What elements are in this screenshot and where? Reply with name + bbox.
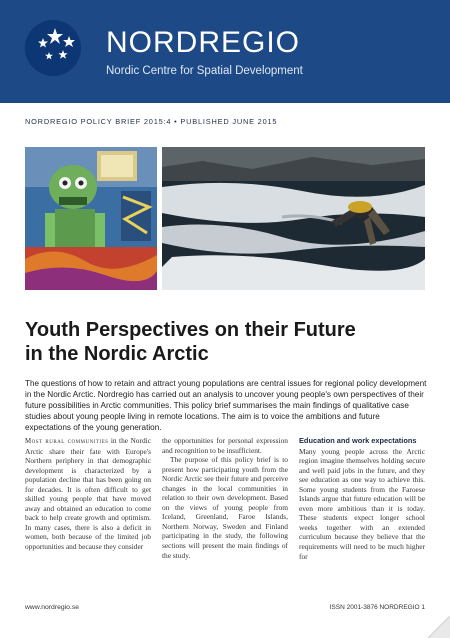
lead-paragraph: The questions of how to retain and attract young populations are central issues for regional policy development in the Nordic Arctic. Nordregio has carried out an analysis to uncover young people's own perspectives of their future possibilities in Arctic communities. This policy brief summarises the main findings of qualitative case studies about young people living in remote locations. The aim is to voice the ambitions and future expectations of the young generation. [25, 379, 427, 432]
column-3-paragraph: Many young people across the Arctic region imagine themselves holding secure and well paid jobs in the future, and they see education as one way to achieve this. Some young students from the Faroese Islands argue that future education will be even more ambitious than it is today. These students expect longer school weeks together with an extended curriculum because they believe that the requirements will need to be much higher for [299, 446, 425, 561]
lead-in-text: Most rural communities [25, 438, 109, 445]
column-1-text: in the Nordic Arctic share their fate with Europe's Northern periphery in that demographic development is characterized by a population decline that has been going on for decades. It is often difficult to get skilled young people that have moved away and obtained an education to come back to help create growth and optimism. In many cases, there is also a deficit in women, both because of the limited job opportunities and because they consider [25, 436, 151, 552]
page-corner-fold [428, 616, 450, 638]
body-column-3 [299, 436, 425, 561]
body-column-2 [162, 436, 288, 560]
title-line-2: in the Nordic Arctic [25, 343, 209, 365]
footer-website-link[interactable]: www.nordregio.se [25, 604, 80, 611]
body-column-1 [25, 436, 151, 552]
column-2-paragraph-1: the opportunities for personal expression and recognition to be insufficient. [162, 436, 288, 455]
title-line-1: Youth Perspectives on their Future [25, 319, 356, 341]
policy-brief-title [25, 318, 425, 366]
nordregio-logo [25, 20, 81, 76]
graffiti-photo [25, 147, 157, 290]
column-2-paragraph-2: The purpose of this policy brief is to present how participating youth from the Nordic Arctic see their future and perceive changes in the local communities in relation to their own development. Based on the views of young people from Iceland, Greenland, Faroe Islands, Northern Norway, Sweden and Finland participating in the study, the following sections will present the main findings of the study. [162, 455, 288, 560]
header-band [0, 0, 450, 103]
publication-line: NORDREGIO POLICY BRIEF 2015:4 • PUBLISHED JUNE 2015 [25, 117, 278, 126]
brand-name: NORDREGIO [106, 26, 301, 59]
column-1-paragraph [25, 436, 151, 552]
section-heading: Education and work expectations [299, 436, 417, 445]
brand-subtitle: Nordic Centre for Spatial Development [106, 65, 303, 77]
footer-issn-page: ISSN 2001-3876 NORDREGIO 1 [329, 604, 425, 611]
arctic-jump-photo [162, 147, 425, 290]
